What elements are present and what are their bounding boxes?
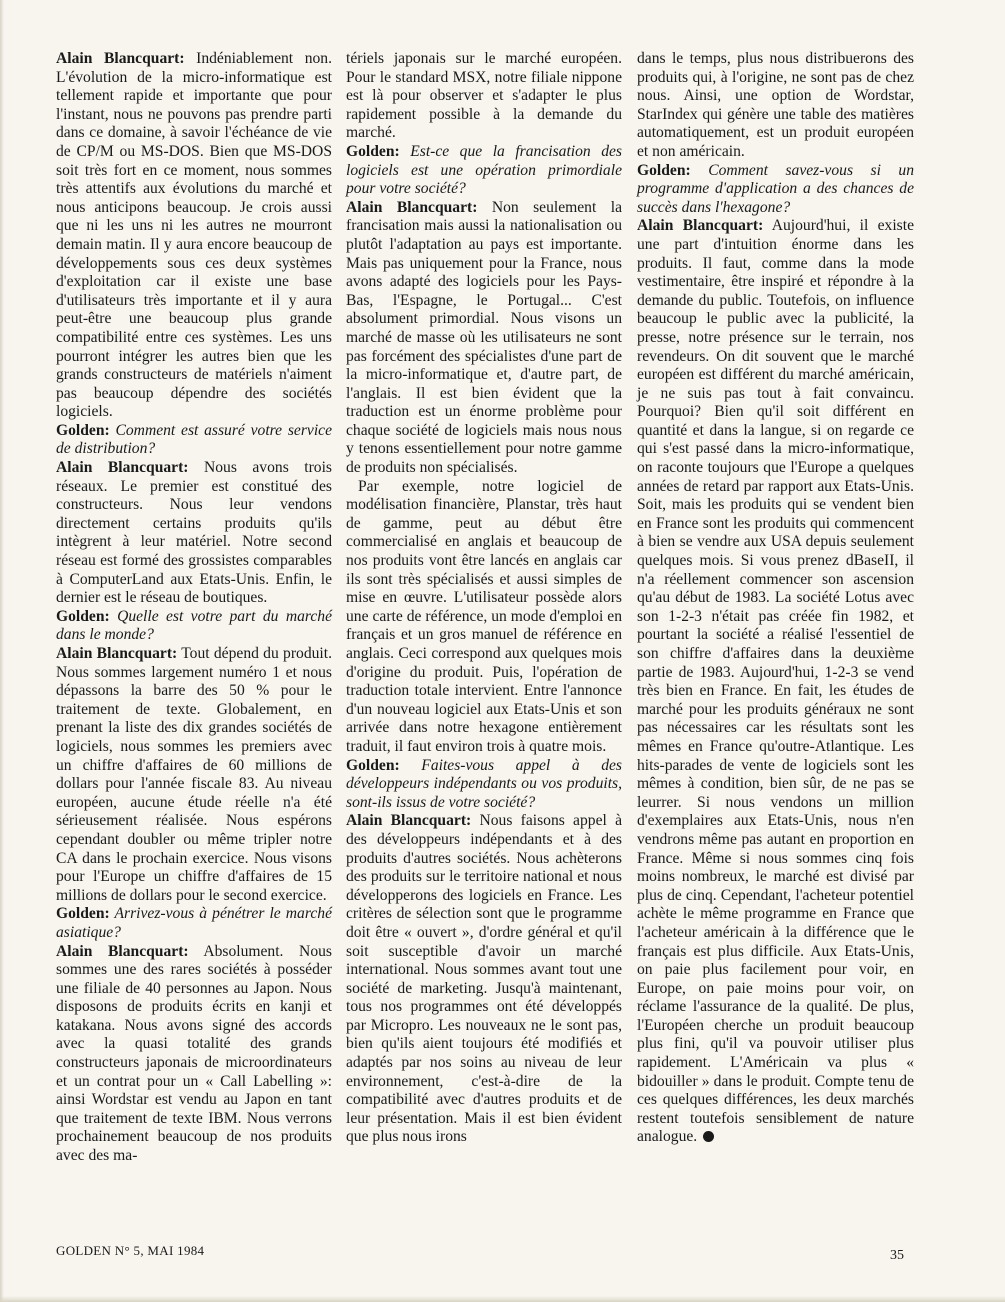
end-of-article-mark bbox=[703, 1131, 714, 1142]
speaker-name: Alain Blancquart: bbox=[637, 217, 764, 235]
interview-answer: Nous faisons appel à des développeurs indépendants et à des produits d'autres sociétés. Nous achèterons des produits sur le territoire national et nous développerons des logiciels en France. Les critères de sélection sont que le programme doit être « ouvert », d'ordre général et qu'il soit susceptible d'avoir un marché international. Nous sommes avant tout une société de marketing. Jusqu'à maintenant, tous nos programmes ont été développés par Micropro. Les nouveaux ne le sont pas, bien qu'ils aient toujours été modifiés et adaptés par nos soins au niveau de leur environnement, c'est-à-dire de la compatibilité avec d'autres produits et de leur présentation. Mais il est bien évident que plus nous irons bbox=[346, 812, 622, 1146]
interview-answer: Aujourd'hui, il existe une part d'intuition énorme dans les produits. Il faut, comme dans la mode vestimentaire, être inspiré et répondre à la demande du public. Toutefois, on influence beaucoup le public avec la publicité, la presse, notre présence sur le terrain, nos revendeurs. On dit souvent que le marché européen est différent du marché américain, je ne suis pas tout à fait convaincu. Pourquoi? Bien qu'il soit différent en quantité et dans la langue, si on regarde ce qui s'est passé dans la micro-informatique, on raconte toujours que l'Europe a quelques années de retard par rapport aux Etats-Unis. Soit, mais les produits qui se vendent bien en France sont les produits qui commencent à bien se vendre aux USA depuis seulement quelques mois. Si vous prenez dBaseII, il n'a réellement commencer son ascension qu'au début de 1983. La société Lotus avec son 1-2-3 n'était pas créée fin 1982, et pourtant la société a réalisé l'essentiel de son chiffre d'affaires dans la deuxième partie de 1983. Aujourd'hui, 1-2-3 se vend très bien en France. En fait, les études de marché pour les produits généraux ne sont pas nécessaires car les résultats sont les mêmes en France qu'outre-Atlantique. Les hits-parades de vente de logiciels sont les mêmes à condition, bien sûr, de ne pas se leurrer. Si nous vendons un million d'exemplaires aux Etats-Unis, nous n'en vendrons même pas autant en proportion en France. Même si nous sommes cinq fois moins nombreux, le marché est divisé par plus de cinq. Cependant, l'acheteur potentiel achète le même programme en France que l'acheteur américain à la différence que le français est plus difficile. Aux Etats-Unis, on paie plus facilement pour voir, en Europe, on paie moins pour voir, on réclame l'assurance de la qualité. De plus, l'Européen cherche un produit beaucoup plus fini, qu'il va pouvoir utiliser plus rapidement. L'Américain va plus « bidouiller » dans le produit. Compte tenu de ces quelques différences, les deux marchés restent toutefois sensiblement de nature analogue. bbox=[637, 217, 914, 1146]
interview-answer: Tout dépend du produit. Nous sommes largement numéro 1 et nous dépassons la barre des 50 % pour le traitement de texte. Globalement, en prenant la liste des dix grandes sociétés de logiciels, nous sommes les premiers avec un chiffre d'affaires de 60 millions de dollars pour l'année fiscale 83. Au niveau européen, aucune étude réelle n'a été sérieusement réalisée. Nous espérons cependant doubler ou même tripler notre CA dans le prochain exercice. Nous visons pour l'Europe un chiffre d'affaires de 15 millions de dollars pour le second exercice. bbox=[56, 645, 332, 904]
article-paragraph bbox=[637, 50, 914, 162]
speaker-name: Alain Blancquart: bbox=[346, 198, 478, 216]
speaker-name: Alain Blancquart: bbox=[346, 812, 472, 830]
article-paragraph bbox=[56, 459, 332, 608]
interview-answer: Nous avons trois réseaux. Le premier est constitué des constructeurs. Nous leur vendons directement certains produits qu'ils intègrent à leur matériel. Notre second réseau est formé des grossistes comparables à ComputerLand aux Etats-Unis. Enfin, le dernier est le réseau de boutiques. bbox=[56, 459, 332, 607]
article-paragraph bbox=[346, 812, 622, 1147]
interview-answer: Par exemple, notre logiciel de modélisation financière, Planstar, très haut de gamme, peut au début être commercialisé en anglais et beaucoup de nos produits vont être lancés en anglais car ils sont très spécialisés et aussi simples de mise en œuvre. L'utilisateur possède alors une carte de référence, un mode d'emploi en français et un gros manuel de référence en anglais. Ceci correspond aux quelques mois d'origine du produit. Puis, l'opération de traduction totale intervient. Entre l'annonce d'un nouveau logiciel aux Etats-Unis et son arrivée dans notre hexagone entièrement traduit, il faut environ trois à quatre mois. bbox=[346, 477, 622, 755]
article-paragraph bbox=[346, 757, 622, 813]
article-paragraph bbox=[56, 645, 332, 905]
article-paragraph bbox=[346, 50, 622, 143]
article-column-3 bbox=[637, 50, 914, 1147]
interview-answer: Indéniablement non. L'évolution de la micro-informatique est tellement rapide et importante que pour l'instant, nous ne pouvons pas prendre parti dans ce domaine, à savoir l'échéance de vie de CP/M ou MS-DOS. Bien que MS-DOS soit très fort en ce moment, nous sommes très attentifs aux évolutions du marché et nous anticipons beaucoup. Je crois aussi que ni les uns ni les autres ne mourront demain matin. Il y aura encore beaucoup de développements sous ces deux systèmes d'exploitation car il existe une base d'utilisateurs très importante et il y aura peut-être une beaucoup plus grande compatibilité entre ces systèmes. Les uns pourront intégrer les autres bien que les grands constructeurs de matériels n'aiment pas beaucoup dépendre des sociétés logiciels. bbox=[56, 50, 333, 421]
article-paragraph bbox=[56, 608, 332, 645]
speaker-name: Golden: bbox=[346, 142, 400, 160]
speaker-name: Golden: bbox=[56, 905, 110, 923]
interview-answer: Absolument. Nous sommes une des rares sociétés à posséder une filiale de 40 personnes au Japon. Nous disposons de produits écrits en kanji et katakana. Nous avons signé des accords avec la quasi totalité des grands constructeurs japonais de microordinateurs et un contrat pour un « Call Labelling »: ainsi Wordstar est vendu au Japon en tant que traitement de texte IBM. Nous verrons prochainement beaucoup de nos produits avec des ma- bbox=[56, 942, 332, 1165]
interview-question: Comment est assuré votre service de distribution? bbox=[56, 421, 332, 458]
page-number: 35 bbox=[890, 1248, 904, 1263]
article-column-2 bbox=[346, 50, 622, 1147]
interview-question: Quelle est votre part du marché dans le monde? bbox=[56, 607, 332, 644]
article-paragraph bbox=[637, 162, 914, 218]
interview-question: Faites-vous appel à des développeurs indépendants ou vos produits, sont-ils issus de votre société? bbox=[346, 756, 622, 811]
article-column-1 bbox=[56, 50, 332, 1166]
speaker-name: Alain Blancquart: bbox=[56, 50, 185, 67]
interview-question: Arrivez-vous à pénétrer le marché asiatique? bbox=[56, 905, 332, 941]
footer-publication: GOLDEN N° 5, MAI 1984 bbox=[56, 1243, 205, 1258]
article-paragraph bbox=[346, 478, 622, 757]
article-paragraph bbox=[56, 943, 332, 1166]
article-paragraph bbox=[346, 143, 622, 199]
article-paragraph bbox=[346, 199, 622, 478]
article-paragraph bbox=[56, 905, 332, 942]
interview-question: Est-ce que la francisation des logiciels est une opération primordiale pour votre société? bbox=[346, 142, 622, 198]
speaker-name: Golden: bbox=[346, 756, 400, 774]
interview-answer: tériels japonais sur le marché européen. Pour le standard MSX, notre filiale nippone est là pour observer et s'adapter le plus rapidement possible à la demande du marché. bbox=[346, 50, 622, 142]
page-spine-shadow bbox=[0, 0, 4, 1302]
article-paragraph bbox=[637, 217, 914, 1147]
speaker-name: Alain Blancquart: bbox=[56, 942, 189, 960]
speaker-name: Golden: bbox=[637, 161, 691, 179]
speaker-name: Golden: bbox=[56, 421, 110, 439]
speaker-name: Alain Blancquart: bbox=[56, 645, 178, 662]
speaker-name: Alain Blancquart: bbox=[56, 459, 189, 477]
interview-question: Comment savez-vous si un programme d'application a des chances de succès dans l'hexagone? bbox=[637, 161, 914, 216]
speaker-name: Golden: bbox=[56, 607, 110, 625]
article-paragraph bbox=[56, 422, 332, 459]
interview-answer: dans le temps, plus nous distribuerons des produits qui, à l'origine, ne sont pas de chez nous. Ainsi, une option de Wordstar, StarIndex qui génère une table des matières automatiquement, est un produit européen et non américain. bbox=[637, 50, 914, 160]
page-bottom-edge bbox=[0, 1296, 1005, 1302]
article-paragraph bbox=[56, 50, 332, 422]
interview-answer: Non seulement la francisation mais aussi la nationalisation ou plutôt l'adaptation au pays est importante. Mais pas uniquement pour la France, nous avons adapté des logiciels pour les Pays-Bas, l'Espagne, le Portugal... C'est absolument primordial. Nous visons un marché de masse où les utilisateurs ne sont pas forcément des spécialistes d'une part de la micro-informatique et, d'autre part, de l'anglais. Il est bien évident que la traduction est un énorme problème pour chaque société de logiciels mais nous nous y tenons essentiellement pour notre gamme de produits non spécialisés. bbox=[346, 198, 622, 477]
